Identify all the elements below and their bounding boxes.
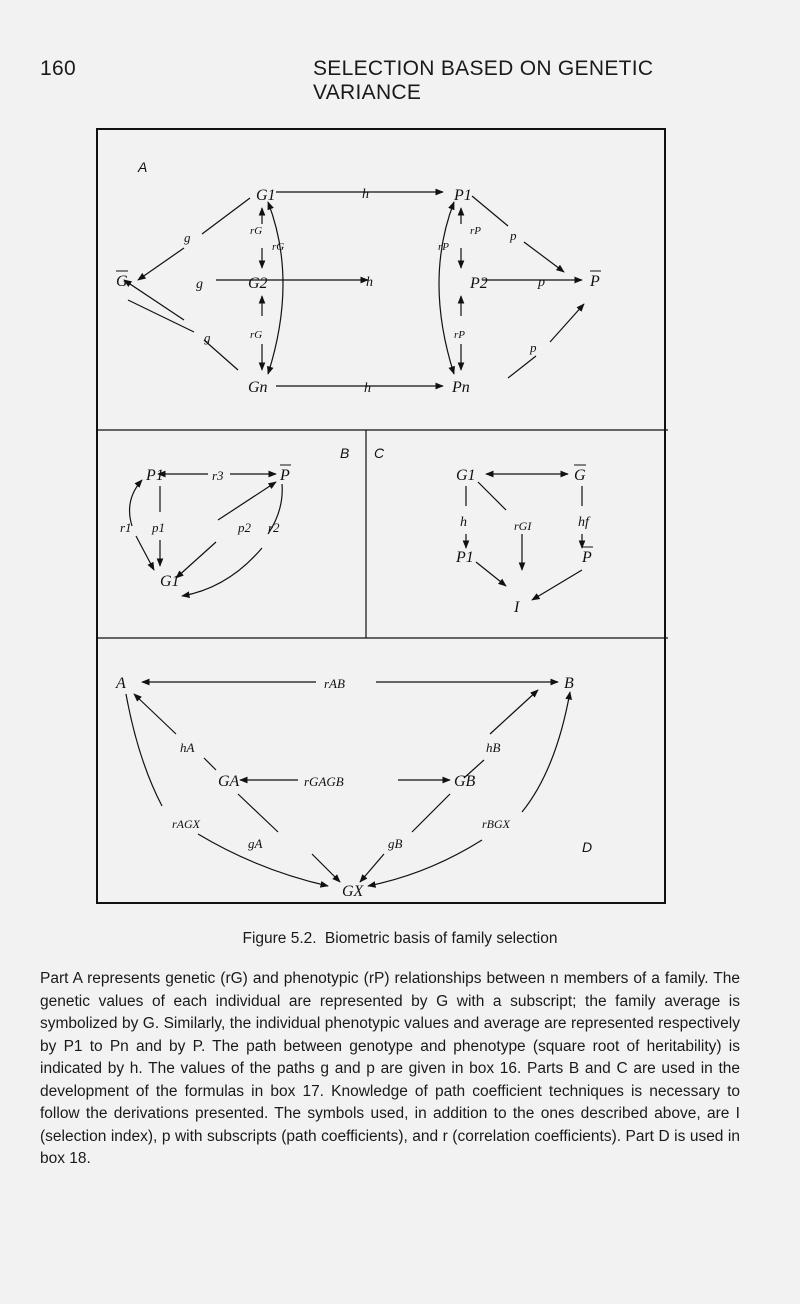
arrow-gB-GX [360, 854, 384, 882]
label-GA: GA [218, 773, 240, 790]
rP-P1-Pn [439, 202, 454, 374]
arrow-p-Pbar [524, 242, 564, 272]
rAGX-lower [198, 834, 328, 886]
label-C-h: h [460, 515, 467, 530]
label-C-Gbar: G [574, 467, 586, 484]
label-B-Pbar: P [280, 467, 290, 484]
label-B-P1: P1 [146, 467, 164, 484]
figure-caption [0, 930, 800, 948]
line-GB-gB [412, 794, 450, 832]
label-B: B [564, 675, 574, 692]
label-hB: hB [486, 740, 501, 755]
figure-title: Biometric basis of family selection [324, 930, 558, 947]
label-p1: p1 [152, 520, 165, 535]
label-p-lower: p [530, 340, 537, 355]
arrow-p-Pbar-lower [550, 304, 584, 342]
label-G-bar: G [116, 273, 128, 290]
label-h-1: h [362, 187, 369, 202]
label-p-upper: p [510, 228, 517, 243]
arrow-g-G [138, 248, 184, 280]
line-G1-g [202, 198, 250, 234]
label-hA: hA [180, 740, 195, 755]
label-r2: r2 [268, 520, 280, 535]
arrow-hB [490, 690, 538, 734]
label-h-3: h [364, 381, 371, 396]
label-g-lower: g [204, 330, 211, 345]
p2-up [218, 482, 276, 520]
figure-number: Figure 5.2. [242, 930, 317, 947]
label-Gn: Gn [248, 379, 268, 396]
rGI-upper [478, 482, 506, 510]
label-h-2: h [366, 275, 373, 290]
label-rG-3: rG [250, 329, 263, 341]
label-P1: P1 [454, 187, 472, 204]
p2-down [176, 542, 216, 578]
part-d-label: D [582, 839, 593, 855]
label-Pn: Pn [452, 379, 470, 396]
label-hf: hf [578, 515, 589, 530]
part-b-label: B [340, 445, 350, 461]
label-rAGX: rAGX [172, 817, 200, 831]
label-rP-2: rP [438, 241, 449, 253]
label-g-upper: g [184, 230, 191, 245]
caption-body: Part A represents genetic (rG) and phenotypic (rP) relationships between n members of a family. The genetic values of each individual are represented by G with a subscript; the family average is symbolized by G. Similarly, the individual phenotypic values and average are represented respectively by P1 to Pn and by P. The path between genotype and phenotype (square root of heritability) is indicated by h. The values of the paths g and p are given in box 16. Parts B and C are used in the development of the formulas in box 17. Knowledge of path coefficient techniques is necessary to follow the derivations presented. The symbols used, in addition to the ones described above, are I (selection index), p with subscripts (path coefficients), and r (correlation coefficients). Part D is used in box 18. [40, 970, 740, 1167]
label-A: A [116, 675, 126, 692]
rG-G1-Gn [268, 202, 283, 374]
label-GX: GX [342, 883, 364, 900]
label-p-mid: p [538, 275, 545, 290]
figure-5-2 [96, 128, 666, 904]
arrow-Pbar-I [532, 570, 582, 600]
arrow-gA-GX [312, 854, 340, 882]
label-C-P1: P1 [456, 549, 474, 566]
rBGX-upper [522, 692, 570, 812]
label-gB: gB [388, 836, 403, 851]
label-B-G1: G1 [160, 573, 180, 590]
label-GB: GB [454, 773, 476, 790]
page-number: 160 [40, 57, 76, 80]
label-rBGX: rBGX [482, 817, 510, 831]
label-p2: p2 [238, 520, 251, 535]
line-P1-p [472, 196, 508, 226]
arrow-hA [134, 694, 176, 734]
r2-lower [182, 548, 262, 596]
label-g-mid: g [196, 277, 203, 292]
path-diagram [98, 130, 668, 906]
label-r1: r1 [120, 520, 132, 535]
label-I: I [514, 599, 520, 616]
label-C-G1: G1 [456, 467, 476, 484]
label-r3: r3 [212, 468, 224, 483]
label-P-bar: P [590, 273, 600, 290]
label-P2: P2 [470, 275, 488, 292]
running-title: SELECTION BASED ON GENETIC VARIANCE [313, 57, 654, 104]
label-rAB: rAB [324, 676, 345, 691]
part-c-label: C [374, 445, 385, 461]
label-rGI: rGI [514, 519, 532, 533]
r1-lower [136, 536, 154, 570]
rAGX-upper [126, 694, 162, 806]
line-GA-gA [238, 794, 278, 832]
label-rG-2: rG [272, 241, 285, 253]
label-rP-3: rP [454, 329, 465, 341]
label-G1: G1 [256, 187, 276, 204]
label-gA: gA [248, 836, 263, 851]
rBGX-lower [368, 840, 482, 886]
label-rG-1: rG [250, 225, 263, 237]
arrow-g-Gbar [124, 280, 184, 320]
line-Pn-p [508, 356, 536, 378]
line-hA-GA [204, 758, 216, 770]
arrow-P1-I [476, 562, 506, 586]
part-a-label: A [138, 159, 148, 175]
label-rGAGB: rGAGB [304, 774, 344, 789]
label-rP-1: rP [470, 225, 481, 237]
label-C-Pbar: P [582, 549, 592, 566]
label-G2: G2 [248, 275, 268, 292]
